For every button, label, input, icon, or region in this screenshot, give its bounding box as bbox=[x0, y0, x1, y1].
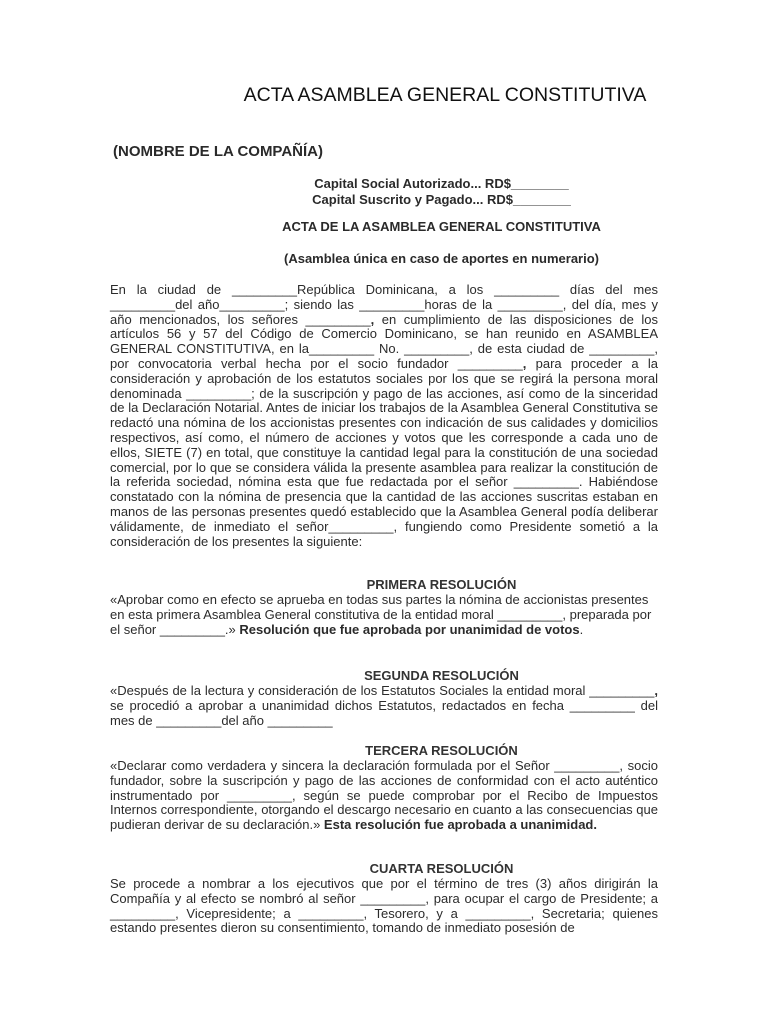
resolution-2-bold: , bbox=[654, 683, 658, 698]
resolution-2-text: «Después de la lectura y consideración de los Estatutos Sociales la entidad moral _________ bbox=[110, 683, 655, 698]
resolution-text-3 bbox=[110, 759, 658, 833]
resolution-text-4 bbox=[110, 877, 658, 936]
main-paragraph-part1: En la ciudad de _________República Dominicana, a los _________ días del mes _________del año_________; siendo las _________horas de la _________, del día, mes y año mencionados, los señores _________ bbox=[110, 282, 658, 327]
main-paragraph-part3: para proceder a la consideración y aprobación de los estatutos sociales por los que se regirá la persona moral denominada _________; de la suscripción y pago de las acciones, así como de la sinceridad de la Declaración Notarial. Antes de iniciar los trabajos de la Asamblea General Constitutiva se redactó una nómina de los accionistas presentes con indicación de sus calidades y domicilios respectivos, así como, el número de acciones y votos que les corresponde a cada uno de ellos, SIETE (7) en total, que constituye la cantidad legal para la constitución de una sociedad comercial, por lo que se considera válida la presente asamblea para realizar la constitución de la referida sociedad, nómina esta que fue redactada por el señor _________. Habiéndose constatado con la nómina de presencia que la cantidad de las acciones suscritas estaban en manos de las personas presentes quedó establecido que la Asamblea General podía deliberar válidamente, de inmediato el señor_________, fungiendo como Presidente sometió a la consideración de los presentes la siguiente: bbox=[110, 355, 659, 549]
section-title: ACTA DE LA ASAMBLEA GENERAL CONSTITUTIVA bbox=[282, 219, 601, 234]
resolution-3-text: «Declarar como verdadera y sincera la declaración formulada por el Señor _________, socio fundador, sobre la suscripción y pago de las acciones de conformidad con el acto auténtico instrumentado por _________, según se puede comprobar por el Recibo de Impuestos Internos correspondiente, otorgando el descargo necesario en cuanto a las consecuencias que pudieran derivar de su declaración.» bbox=[110, 758, 658, 833]
document-title: ACTA ASAMBLEA GENERAL CONSTITUTIVA bbox=[243, 84, 647, 106]
resolution-heading-1: PRIMERA RESOLUCIÓN bbox=[366, 577, 517, 592]
resolution-4-text: Se procede a nombrar a los ejecutivos que por el término de tres (3) años dirigirán la Compañía y al efecto se nombró al señor _________, para ocupar el cargo de Presidente; a _________, Vicepresidente; a _________, Tesorero, y a _________, Secretaria; quienes estando presentes dieron su consentimiento, tomando de inmediato posesión de bbox=[110, 876, 658, 936]
main-paragraph-part2: en cumplimiento de las disposiciones de los artículos 56 y 57 del Código de Comercio Dominicano, se han reunido en ASAMBLEA GENERAL CONSTITUTIVA, en la_________ No. _________, de esta ciudad de _________, por convocatoria verbal hecha por el socio fundador _________ bbox=[110, 311, 659, 371]
resolution-heading-2: SEGUNDA RESOLUCIÓN bbox=[364, 668, 519, 683]
resolution-3-bold: Esta resolución fue aprobada a unanimidad. bbox=[323, 817, 597, 833]
main-paragraph-bold-1: , bbox=[370, 311, 375, 327]
resolution-2-tail: se procedió a aprobar a unanimidad dichos Estatutos, redactados en fecha _________ del mes de _________del año _________ bbox=[110, 697, 658, 728]
main-paragraph-bold-2: , bbox=[522, 355, 527, 371]
resolution-1-bold: Resolución que fue aprobada por unanimidad de votos bbox=[239, 621, 580, 637]
resolution-1-text: «Aprobar como en efecto se aprueba en todas sus partes la nómina de accionistas presentes en esta primera Asamblea General constitutiva de la entidad moral _________, preparada por el señor _________.» bbox=[110, 592, 652, 637]
resolution-heading-4: CUARTA RESOLUCIÓN bbox=[369, 861, 514, 876]
capital-authorized-line: Capital Social Autorizado... RD$________ bbox=[314, 176, 569, 191]
capital-paid-line: Capital Suscrito y Pagado... RD$________ bbox=[312, 192, 571, 207]
company-name-placeholder: (NOMBRE DE LA COMPAÑÍA) bbox=[113, 143, 323, 160]
resolution-1-tail: . bbox=[579, 621, 584, 637]
main-paragraph bbox=[110, 283, 658, 549]
resolution-text-2 bbox=[110, 684, 658, 728]
section-subtitle: (Asamblea única en caso de aportes en numerario) bbox=[284, 251, 599, 266]
resolution-heading-3: TERCERA RESOLUCIÓN bbox=[365, 743, 518, 758]
resolution-text-1 bbox=[110, 593, 658, 637]
